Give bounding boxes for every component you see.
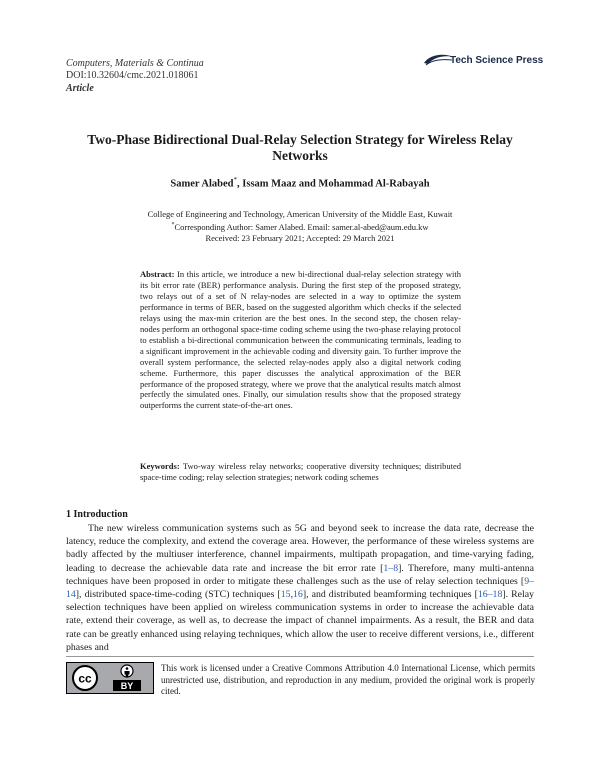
intro-text: The new wireless communication systems such as 5G and beyond seek to increase the data rate, decrease the latency, reduce the complexity, and extend the coverage area. However, the performance of these wireless systems are badly affected by the multiuser interference, channel impairments, multipath propagation, and time-varying fading, leading to decrease the achievable data rate and increase the bit error rate [: [66, 523, 534, 574]
citation-link[interactable]: 16–18: [477, 589, 503, 601]
corresponding-author: [60, 220, 540, 233]
footer-divider: [66, 656, 534, 657]
intro-text: ], and distributed beamforming techniques [: [302, 589, 478, 601]
license-text: This work is licensed under a Creative Commons Attribution 4.0 International License, which permits unrestricted use, distribution, and reproduction in any medium, provided the original work is properly cited.: [161, 663, 535, 696]
doi[interactable]: DOI:10.32604/cmc.2021.018061: [66, 70, 199, 81]
section-heading: 1 Introduction: [66, 509, 128, 520]
keywords: [140, 461, 461, 483]
author-name: Samer Alabed: [170, 178, 234, 190]
article-type: Article: [66, 83, 94, 94]
author-names: , Issam Maaz and Mohammad Al-Rabayah: [237, 178, 430, 190]
journal-name: Computers, Materials & Continua: [66, 58, 204, 69]
intro-text: ,: [290, 589, 294, 601]
by-icon: [103, 663, 153, 693]
intro-text: ]. Relay selection techniques have been applied on wireless communication systems in order to increase the achievable data rate, extend their coverage, as well as, to decrease the impact of channel impairments. As a result, the BER and data rate can be greatly enhanced using relaying techniques, which allow the user to receive different versions, i.e., different phases and: [66, 589, 534, 653]
corresponding-text: Corresponding Author: Samer Alabed. Email: samer.al-abed@aum.edu.kw: [174, 221, 429, 232]
paper-title: Two-Phase Bidirectional Dual-Relay Selection Strategy for Wireless Relay Networks: [87, 132, 513, 163]
publisher-name: Tech Science Press: [450, 54, 544, 66]
citation-link[interactable]: 9–14: [66, 575, 534, 601]
corresponding-marker: *: [233, 176, 238, 184]
cc-icon: [67, 663, 103, 693]
abstract: [140, 269, 461, 411]
cc-label: cc: [78, 671, 92, 686]
affiliation-block: [60, 209, 540, 244]
corresponding-marker: *: [171, 222, 175, 228]
citation-link[interactable]: 1–8: [383, 562, 399, 574]
publisher-logo: [422, 52, 543, 68]
by-label: BY: [120, 681, 134, 691]
author-list: [60, 176, 540, 190]
affiliation: College of Engineering and Technology, American University of the Middle East, Kuwait: [147, 209, 453, 219]
swoosh-icon: [422, 52, 456, 68]
intro-paragraph: [66, 522, 534, 654]
citation-link[interactable]: 15: [280, 589, 291, 601]
citation-link[interactable]: 16: [293, 589, 303, 601]
keywords-label: Keywords:: [140, 461, 180, 471]
intro-text: ], distributed space-time-coding (STC) techniques [: [75, 589, 281, 601]
intro-text: ]. Therefore, many multi-antenna techniques have been proposed in order to mitigate these challenges such as the use of relay selection techniques [: [66, 562, 534, 587]
abstract-label: Abstract:: [140, 269, 175, 279]
keywords-text: Two-way wireless relay networks; cooperative diversity techniques; distributed space-time coding; relay selection strategies; network coding schemes: [140, 461, 461, 482]
cc-by-badge[interactable]: [66, 662, 154, 694]
abstract-text: In this article, we introduce a new bi-directional dual-relay selection strategy with its bit error rate (BER) performance analysis. During the first step of the proposed strategy, two relays out of a set of N relay-nodes are selected in a way to optimize the system performance in terms of BER, based on the suggested algorithm which checks if the selected relays using the max-min criterion are the best ones. In the second step, the chosen relay-nodes perform an orthogonal space-time coding scheme using the two-phase relaying protocol to establish a bi-directional communication between the communicating terminals, leading to a significant improvement in the achievable coding and diversity gain. To further improve the overall system performance, the selected relay-nodes apply also a digital network coding scheme. Furthermore, this paper discusses the analytical approximation of the BER performance of the proposed strategy, where we prove that the analytical results match almost perfectly the simulated ones. Finally, our simulation results show that the proposed strategy outperforms the current state-of-the-art ones.: [140, 269, 462, 411]
dates: Received: 23 February 2021; Accepted: 29 March 2021: [205, 232, 395, 243]
